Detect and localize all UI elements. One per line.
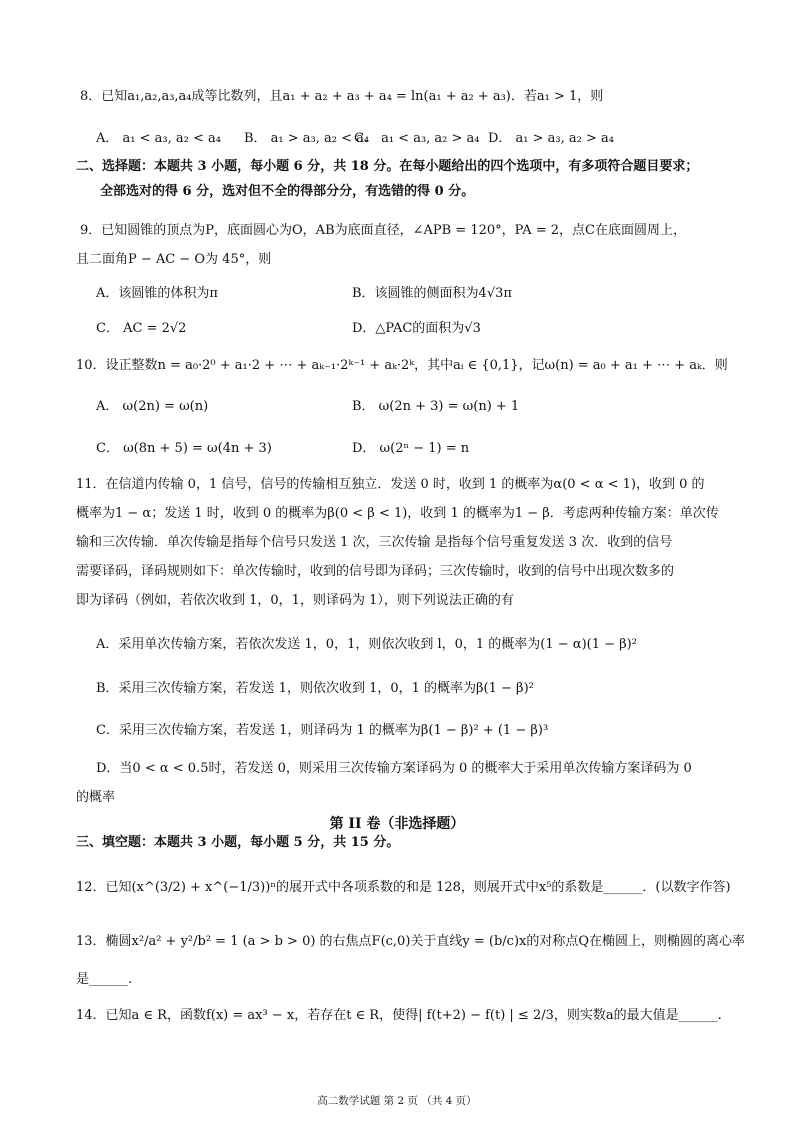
q11-stem-line5: 即为译码（例如，若依次收到 1，0，1，则译码为 1），则下列说法正确的有: [76, 593, 514, 608]
q14-stem: 14．已知a ∈ R，函数f(x) = ax³ − x，若存在t ∈ R，使得| f(t+2) − f(t) | ≤ 2/3，则实数a的最大值是______.: [76, 1008, 722, 1023]
q12-stem: 12．已知(x^(3/2) + x^(−1/3))ⁿ的展开式中各项系数的和是 128，则展开式中x⁵的系数是______．(以数字作答): [76, 880, 731, 895]
q8-stem: 8．已知a₁,a₂,a₃,a₄成等比数列，且a₁ + a₂ + a₃ + a₄ = ln(a₁ + a₂ + a₃)．若a₁ > 1，则: [80, 89, 604, 104]
section2-heading: 二、选择题：本题共 3 小题，每小题 6 分，共 18 分。在每小题给出的四个选项中，有多项符合题目要求；: [76, 159, 699, 174]
section3-heading: 三、填空题：本题共 3 小题，每小题 5 分，共 15 分。: [76, 835, 400, 850]
page-footer: 高二数学试题 第 2 页 （共 4 页）: [317, 1095, 477, 1107]
q9-option-c: C． AC = 2√2: [96, 321, 187, 336]
q13-stem-cont: 是______.: [76, 972, 133, 987]
q9-stem-cont: 且二面角P − AC − O为 45°，则: [76, 252, 272, 267]
q11-stem-line2: 概率为1 − α；发送 1 时，收到 0 的概率为β(0 < β < 1)，收到 1 的概率为1 − β．考虑两种传输方案：单次传: [76, 506, 719, 521]
q11-stem-line3: 输和三次传输．单次传输是指每个信号只发送 1 次，三次传输 是指每个信号重复发送 3 次．收到的信号: [76, 535, 673, 550]
q9-option-b: B．该圆锥的侧面积为4√3π: [352, 286, 512, 301]
q11-option-b: B．采用三次传输方案，若发送 1，则依次收到 1，0，1 的概率为β(1 − β)²: [96, 681, 534, 696]
q11-stem-line1: 11．在信道内传输 0，1 信号，信号的传输相互独立．发送 0 时，收到 1 的概率为α(0 < α < 1)，收到 0 的: [76, 477, 705, 492]
q10-option-b: B． ω(2n + 3) = ω(n) + 1: [352, 399, 520, 414]
q11-option-d: D．当0 < α < 0.5时，若发送 0，则采用三次传输方案译码为 0 的概率大于采用单次传输方案译码为 0: [96, 761, 692, 776]
q8-option-c: C． a₁ < a₃, a₂ > a₄: [354, 131, 480, 146]
part2-title: 第 II 卷（非选择题）: [329, 816, 465, 832]
q8-option-d: D． a₁ > a₃, a₂ > a₄: [488, 131, 614, 146]
q9-option-d: D．△PAC的面积为√3: [352, 321, 481, 336]
q13-stem: 13．椭圆x²/a² + y²/b² = 1 (a > b > 0) 的右焦点F(c,0)关于直线y = (b/c)x的对称点Q在椭圆上，则椭圆的离心率: [76, 934, 746, 949]
q10-option-d: D． ω(2ⁿ − 1) = n: [352, 441, 470, 456]
q8-option-b: B． a₁ > a₃, a₂ < a₄: [244, 131, 370, 146]
q10-stem: 10．设正整数n = a₀·2⁰ + a₁·2 + ⋯ + aₖ₋₁·2ᵏ⁻¹ + aₖ·2ᵏ，其中aᵢ ∈ {0,1}，记ω(n) = a₀ + a₁ + ⋯ + aₖ．则: [76, 358, 728, 373]
q9-option-a: A．该圆锥的体积为π: [96, 286, 218, 301]
q11-option-a: A．采用单次传输方案，若依次发送 1，0，1，则依次收到 l，0，1 的概率为(1 − α)(1 − β)²: [96, 637, 637, 652]
q11-option-c: C．采用三次传输方案，若发送 1，则译码为 1 的概率为β(1 − β)² + (1 − β)³: [96, 723, 549, 738]
q9-stem: 9．已知圆锥的顶点为P，底面圆心为O，AB为底面直径，∠APB = 120°，PA = 2，点C在底面圆周上，: [80, 223, 686, 238]
section2-heading-cont: 全部选对的得 6 分，选对但不全的得部分分，有选错的得 0 分。: [100, 184, 475, 199]
q11-option-d-cont: 的概率: [76, 790, 116, 805]
q11-stem-line4: 需要译码，译码规则如下：单次传输时，收到的信号即为译码；三次传输时，收到的信号中出现次数多的: [76, 564, 675, 579]
q10-option-a: A． ω(2n) = ω(n): [96, 399, 209, 414]
q10-option-c: C． ω(8n + 5) = ω(4n + 3): [96, 441, 272, 456]
q8-option-a: A． a₁ < a₃, a₂ < a₄: [96, 131, 221, 146]
